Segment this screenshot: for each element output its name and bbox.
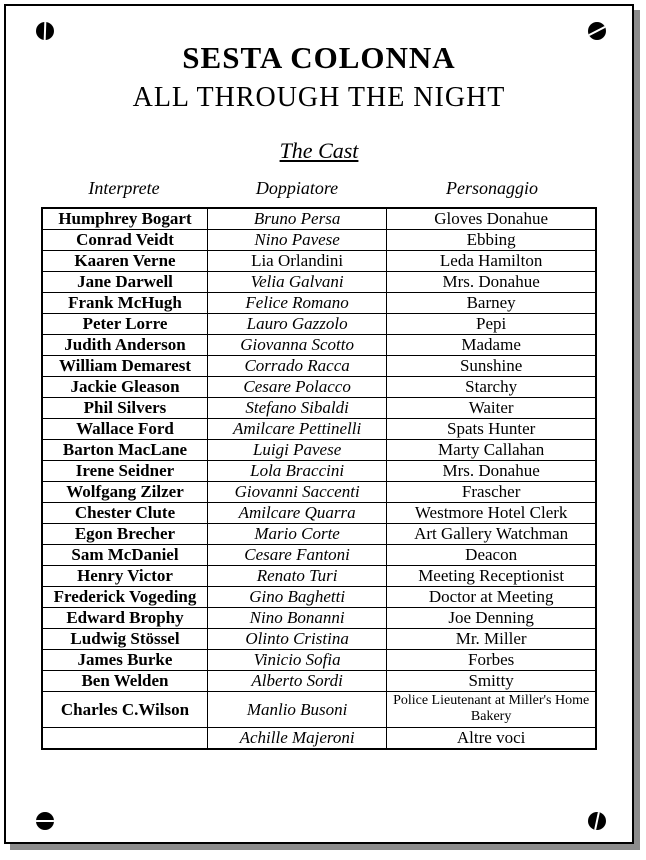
- page-title: SESTA COLONNA: [182, 40, 456, 75]
- doppiatore-cell: Olinto Cristina: [207, 628, 386, 649]
- personaggio-cell: Meeting Receptionist: [387, 565, 596, 586]
- page-subtitle: ALL THROUGH THE NIGHT: [132, 81, 506, 113]
- interprete-cell: William Demarest: [42, 355, 207, 376]
- personaggio-cell: Spats Hunter: [387, 418, 596, 439]
- doppiatore-cell: Mario Corte: [207, 523, 386, 544]
- cast-table-row: [42, 481, 596, 502]
- interprete-cell: Frederick Vogeding: [42, 586, 207, 607]
- interprete-cell: Jane Darwell: [42, 271, 207, 292]
- personaggio-cell: Waiter: [387, 397, 596, 418]
- doppiatore-cell: Alberto Sordi: [207, 670, 386, 691]
- doppiatore-cell: Vinicio Sofia: [207, 649, 386, 670]
- cast-table-row: [42, 502, 596, 523]
- interprete-cell: Phil Silvers: [42, 397, 207, 418]
- cast-table-row: [42, 628, 596, 649]
- column-header-doppiatore: Doppiatore: [255, 178, 339, 199]
- doppiatore-cell: Luigi Pavese: [207, 439, 386, 460]
- interprete-cell: Kaaren Verne: [42, 250, 207, 271]
- doppiatore-cell: Lola Braccini: [207, 460, 386, 481]
- doppiatore-cell: Gino Baghetti: [207, 586, 386, 607]
- personaggio-cell: Doctor at Meeting: [387, 586, 596, 607]
- section-heading: The Cast: [279, 137, 359, 163]
- cast-table-row: [42, 565, 596, 586]
- doppiatore-cell: Lauro Gazzolo: [207, 313, 386, 334]
- screw-head-icon: [36, 812, 54, 830]
- interprete-cell: Barton MacLane: [42, 439, 207, 460]
- cast-table-row: [42, 397, 596, 418]
- interprete-cell: Henry Victor: [42, 565, 207, 586]
- interprete-cell: Irene Seidner: [42, 460, 207, 481]
- screw-head-icon: [588, 812, 606, 830]
- cast-table-row: [42, 460, 596, 481]
- cast-table-row: [42, 670, 596, 691]
- personaggio-cell: Madame: [387, 334, 596, 355]
- column-header-personaggio: Personaggio: [446, 178, 538, 199]
- interprete-cell: Peter Lorre: [42, 313, 207, 334]
- doppiatore-cell: Felice Romano: [207, 292, 386, 313]
- interprete-cell: [42, 728, 207, 749]
- screw-head-icon: [588, 22, 606, 40]
- cast-table-row: [42, 439, 596, 460]
- personaggio-cell: Smitty: [387, 670, 596, 691]
- personaggio-cell: Frascher: [387, 481, 596, 502]
- column-header-interprete: Interprete: [88, 178, 160, 199]
- cast-table-row: [42, 355, 596, 376]
- cast-table-row: [42, 376, 596, 397]
- personaggio-cell: Art Gallery Watchman: [387, 523, 596, 544]
- personaggio-cell: Gloves Donahue: [387, 208, 596, 229]
- personaggio-cell: Ebbing: [387, 229, 596, 250]
- personaggio-cell: Westmore Hotel Clerk: [387, 502, 596, 523]
- cast-table-row: [42, 691, 596, 728]
- cast-table-row: [42, 649, 596, 670]
- screw-head-icon: [36, 22, 54, 40]
- doppiatore-cell: Cesare Polacco: [207, 376, 386, 397]
- cast-table-row: [42, 208, 596, 229]
- interprete-cell: Edward Brophy: [42, 607, 207, 628]
- personaggio-cell: Barney: [387, 292, 596, 313]
- interprete-cell: Charles C.Wilson: [42, 691, 207, 728]
- doppiatore-cell: Amilcare Quarra: [207, 502, 386, 523]
- doppiatore-cell: Nino Bonanni: [207, 607, 386, 628]
- document-page: [4, 4, 634, 844]
- cast-table-row: [42, 229, 596, 250]
- document-header: [6, 42, 632, 163]
- interprete-cell: Wolfgang Zilzer: [42, 481, 207, 502]
- personaggio-cell: Police Lieutenant at Miller's Home Bakery: [387, 691, 596, 728]
- interprete-cell: Conrad Veidt: [42, 229, 207, 250]
- interprete-cell: Judith Anderson: [42, 334, 207, 355]
- cast-table-row: [42, 523, 596, 544]
- personaggio-cell: Leda Hamilton: [387, 250, 596, 271]
- cast-table-row: [42, 271, 596, 292]
- cast-table-row: [42, 728, 596, 749]
- interprete-cell: Egon Brecher: [42, 523, 207, 544]
- screw-slot: [594, 812, 601, 830]
- column-headers: [41, 178, 597, 199]
- doppiatore-cell: Achille Majeroni: [207, 728, 386, 749]
- interprete-cell: Humphrey Bogart: [42, 208, 207, 229]
- doppiatore-cell: Bruno Persa: [207, 208, 386, 229]
- personaggio-cell: Altre voci: [387, 728, 596, 749]
- interprete-cell: Sam McDaniel: [42, 544, 207, 565]
- doppiatore-cell: Renato Turi: [207, 565, 386, 586]
- doppiatore-cell: Giovanni Saccenti: [207, 481, 386, 502]
- personaggio-cell: Sunshine: [387, 355, 596, 376]
- personaggio-cell: Mrs. Donahue: [387, 271, 596, 292]
- cast-table-row: [42, 334, 596, 355]
- cast-table-row: [42, 607, 596, 628]
- interprete-cell: Wallace Ford: [42, 418, 207, 439]
- cast-table-row: [42, 418, 596, 439]
- interprete-cell: Ben Welden: [42, 670, 207, 691]
- doppiatore-cell: Manlio Busoni: [207, 691, 386, 728]
- doppiatore-cell: Cesare Fantoni: [207, 544, 386, 565]
- cast-table-row: [42, 313, 596, 334]
- personaggio-cell: Deacon: [387, 544, 596, 565]
- personaggio-cell: Mrs. Donahue: [387, 460, 596, 481]
- interprete-cell: James Burke: [42, 649, 207, 670]
- cast-table-row: [42, 250, 596, 271]
- doppiatore-cell: Velia Galvani: [207, 271, 386, 292]
- interprete-cell: Jackie Gleason: [42, 376, 207, 397]
- cast-table-row: [42, 292, 596, 313]
- personaggio-cell: Marty Callahan: [387, 439, 596, 460]
- personaggio-cell: Pepi: [387, 313, 596, 334]
- doppiatore-cell: Nino Pavese: [207, 229, 386, 250]
- interprete-cell: Frank McHugh: [42, 292, 207, 313]
- personaggio-cell: Forbes: [387, 649, 596, 670]
- interprete-cell: Ludwig Stössel: [42, 628, 207, 649]
- cast-table-row: [42, 544, 596, 565]
- personaggio-cell: Starchy: [387, 376, 596, 397]
- screw-slot: [588, 25, 606, 38]
- personaggio-cell: Joe Denning: [387, 607, 596, 628]
- doppiatore-cell: Amilcare Pettinelli: [207, 418, 386, 439]
- cast-table: [41, 207, 597, 750]
- screw-slot: [44, 22, 47, 40]
- doppiatore-cell: Corrado Racca: [207, 355, 386, 376]
- cast-table-row: [42, 586, 596, 607]
- doppiatore-cell: Giovanna Scotto: [207, 334, 386, 355]
- doppiatore-cell: Lia Orlandini: [207, 250, 386, 271]
- cast-table-body: [42, 208, 596, 749]
- personaggio-cell: Mr. Miller: [387, 628, 596, 649]
- screw-slot: [36, 820, 54, 822]
- interprete-cell: Chester Clute: [42, 502, 207, 523]
- doppiatore-cell: Stefano Sibaldi: [207, 397, 386, 418]
